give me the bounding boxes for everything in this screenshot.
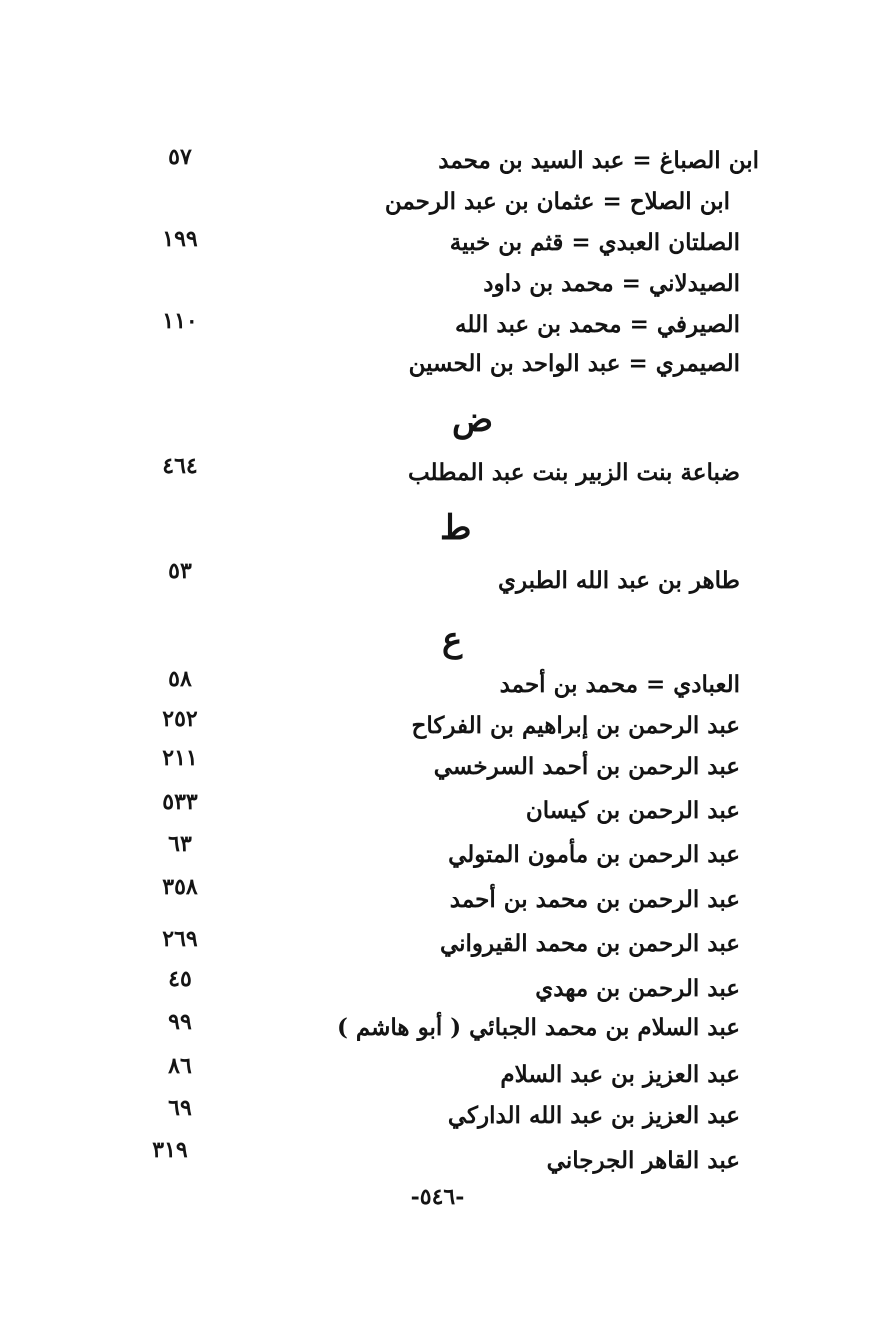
- index-entry-page: ٥٨: [168, 666, 192, 692]
- index-entry-name: طاهر بن عبد الله الطبري: [497, 567, 740, 594]
- index-entry-name: الصيرفي = محمد بن عبد الله: [455, 311, 740, 338]
- index-entry-name: عبد العزيز بن عبد السلام: [500, 1061, 740, 1088]
- index-entry-name: الصيمري = عبد الواحد بن الحسين: [408, 350, 740, 377]
- index-entry-page: ٣٥٨: [162, 874, 198, 900]
- index-entry-page: ٩٩: [168, 1009, 192, 1035]
- index-entry-name: ضباعة بنت الزبير بنت عبد المطلب: [407, 459, 740, 486]
- index-entry-page: ١١٠: [162, 308, 198, 334]
- index-entry-name: الصيدلاني = محمد بن داود: [483, 270, 740, 297]
- index-entry-page: ٥٧: [168, 144, 192, 170]
- index-entry-name: ابن الصباغ = عبد السيد بن محمد: [438, 147, 759, 174]
- index-entry-page: ٦٩: [168, 1095, 192, 1121]
- section-letter-dad: ض: [452, 400, 494, 440]
- index-entry-page: ٤٦٤: [162, 453, 198, 479]
- index-entry-name: ابن الصلاح = عثمان بن عبد الرحمن: [384, 188, 730, 215]
- index-entry-name: عبد الرحمن بن مأمون المتولي: [448, 841, 740, 868]
- section-letter-ta: ط: [440, 508, 472, 548]
- index-entry-page: ٨٦: [168, 1053, 192, 1079]
- index-entry-name: عبد الرحمن بن إبراهيم بن الفركاح: [411, 712, 740, 739]
- index-entry-name: عبد الرحمن بن كيسان: [525, 797, 740, 824]
- index-entry-page: ٣١٩: [152, 1137, 188, 1163]
- index-entry-name: عبد الرحمن بن محمد القيرواني: [439, 930, 740, 957]
- index-entry-page: ١٩٩: [162, 226, 198, 252]
- index-entry-name: عبد القاهر الجرجاني: [546, 1147, 740, 1174]
- page-number: -٥٤٦-: [410, 1184, 465, 1210]
- index-entry-name: عبد العزيز بن عبد الله الداركي: [447, 1102, 740, 1129]
- index-entry-name: عبد الرحمن بن محمد بن أحمد: [449, 886, 740, 913]
- section-letter-ayn: ع: [442, 620, 463, 660]
- index-entry-page: ٥٣٣: [162, 789, 198, 815]
- index-entry-name: عبد الرحمن بن مهدي: [535, 975, 740, 1002]
- index-entry-name: الصلتان العبدي = قثم بن خبية: [449, 229, 740, 256]
- index-entry-page: ٦٣: [168, 831, 192, 857]
- index-entry-page: ٤٥: [168, 966, 192, 992]
- index-entry-page: ٢٦٩: [162, 926, 198, 952]
- index-entry-name: العبادي = محمد بن أحمد: [499, 671, 740, 698]
- index-entry-name: عبد السلام بن محمد الجبائي ( أبو هاشم ): [336, 1014, 740, 1041]
- index-entry-page: ٢١١: [162, 745, 198, 771]
- index-entry-page: ٥٣: [168, 558, 192, 584]
- index-entry-name: عبد الرحمن بن أحمد السرخسي: [433, 753, 740, 780]
- index-entry-page: ٢٥٢: [162, 706, 198, 732]
